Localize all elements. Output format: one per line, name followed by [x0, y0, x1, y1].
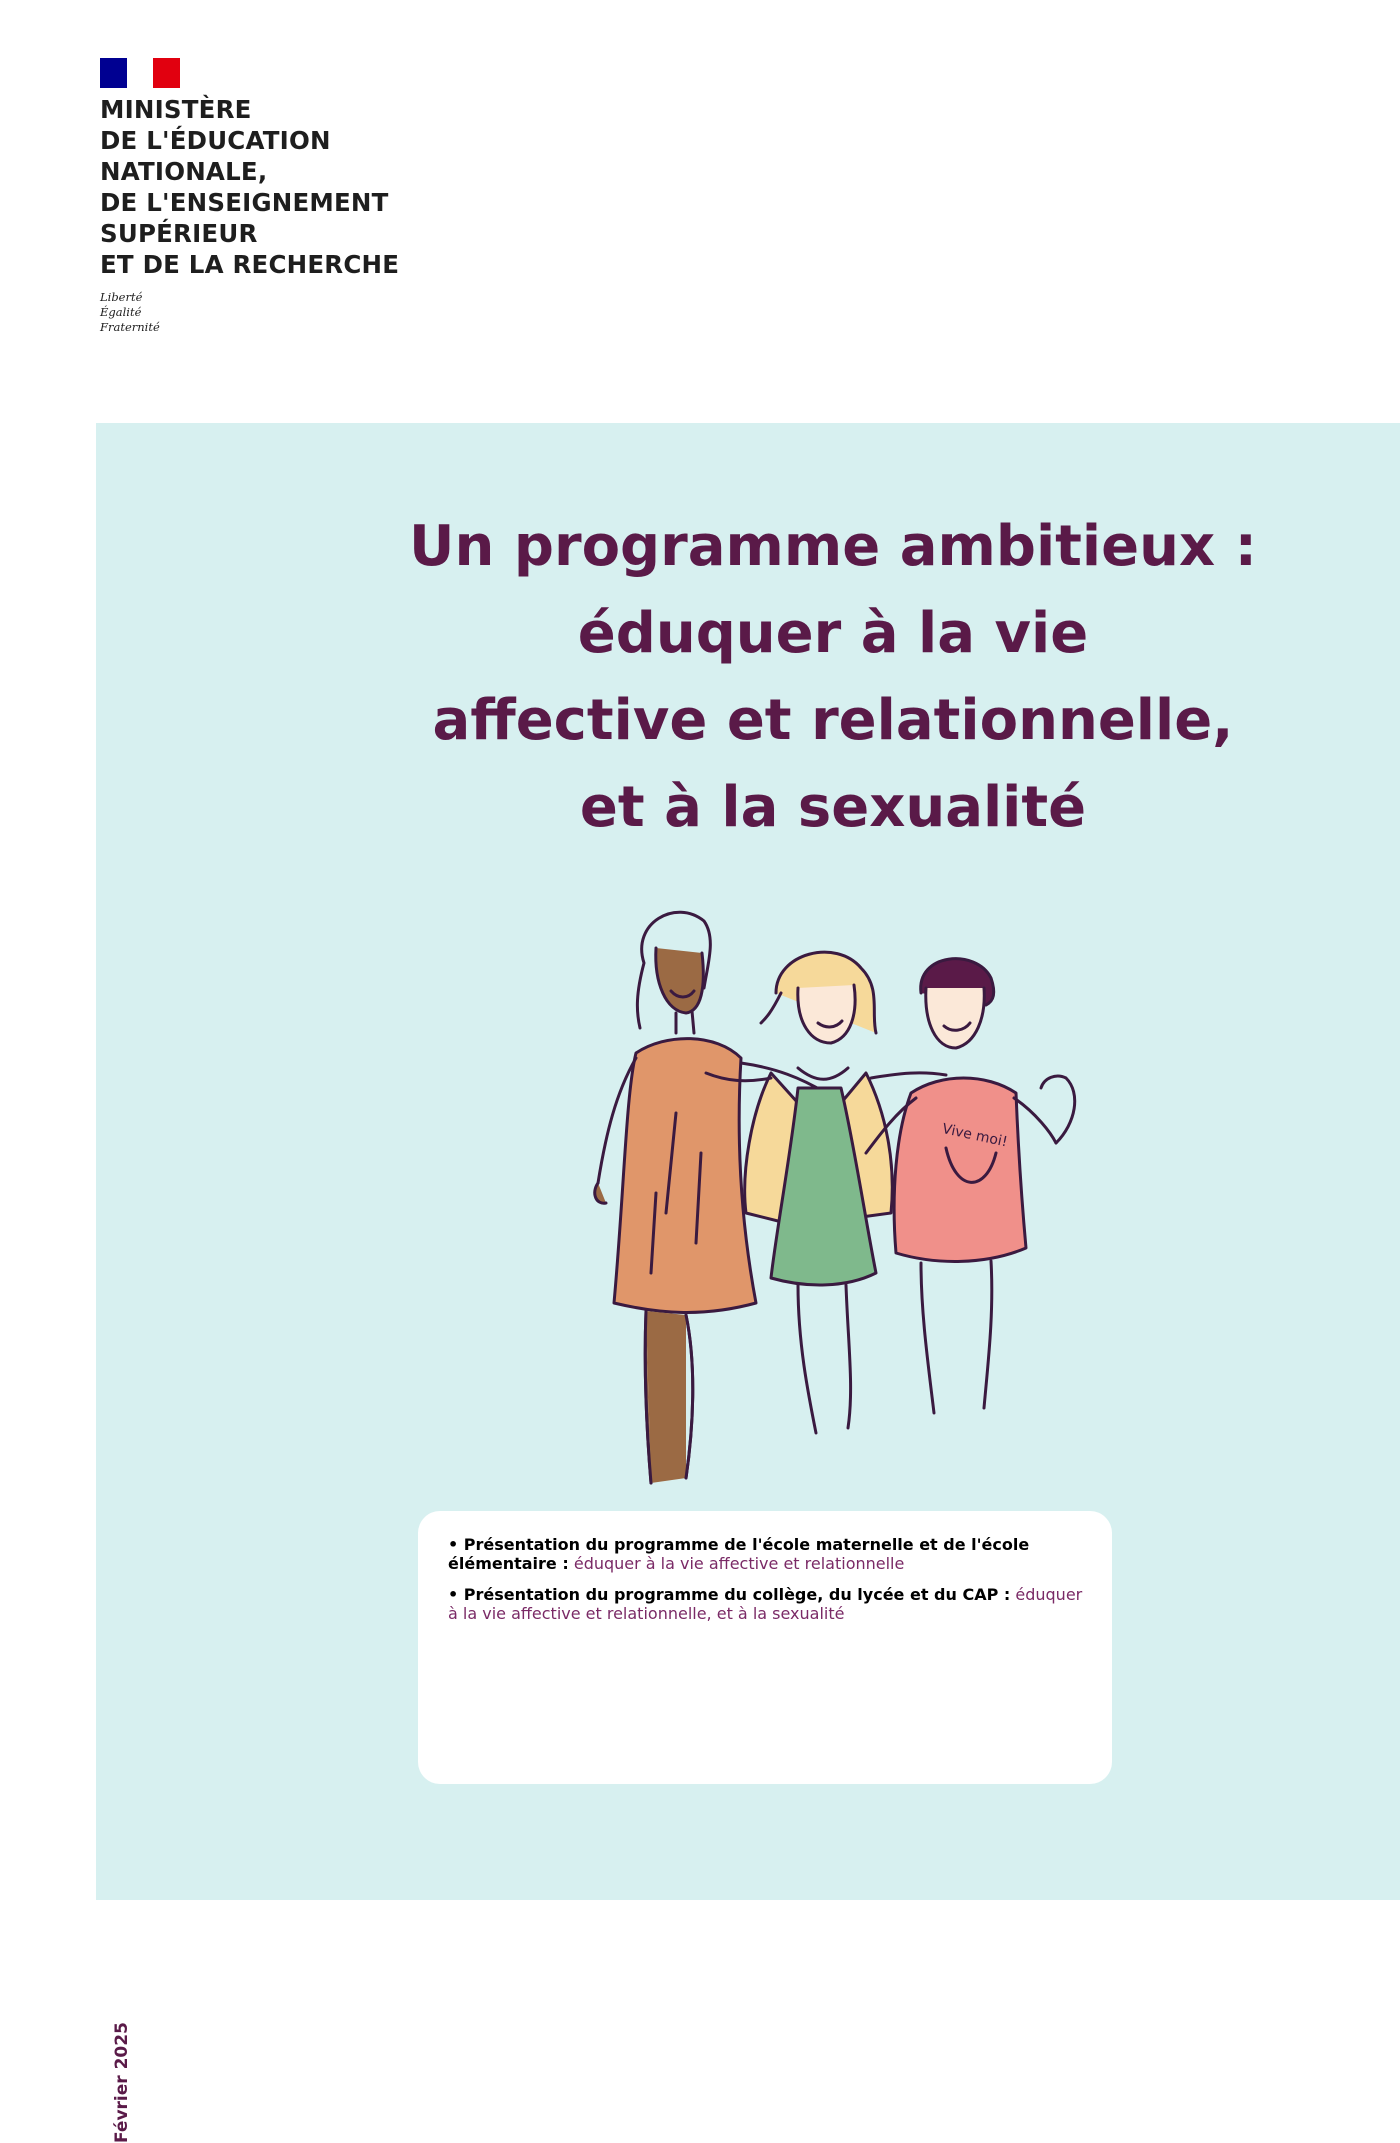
- motto-liberte: Liberté: [100, 290, 143, 304]
- ministry-name: [100, 94, 520, 280]
- contents-item-primary: [448, 1535, 1084, 1573]
- cover-panel: [96, 423, 1400, 2143]
- title-line: et à la sexualité: [579, 775, 1087, 840]
- contents-item-subtitle: éduquer à la vie affective et relationnelle, et à la sexualité: [448, 1585, 1083, 1623]
- title-line: Un programme ambitieux :: [409, 514, 1257, 579]
- ministry-line: SUPÉRIEUR: [100, 219, 258, 248]
- publication-date: Février 2025: [112, 2022, 132, 2143]
- french-flag-icon: [100, 58, 180, 88]
- three-friends-illustration: [536, 893, 1216, 1523]
- ministry-logo: [100, 58, 520, 335]
- ministry-line: ET DE LA RECHERCHE: [100, 250, 400, 279]
- contents-item-secondary: [448, 1585, 1084, 1623]
- motto-fraternite: Fraternité: [100, 320, 160, 334]
- motto-egalite: Égalité: [100, 305, 142, 319]
- ministry-line: DE L'ÉDUCATION: [100, 126, 331, 155]
- cover-title: [96, 503, 1400, 851]
- ministry-line: MINISTÈRE: [100, 95, 252, 124]
- republic-motto: [100, 290, 520, 335]
- contents-item-subtitle: éduquer à la vie affective et relationnelle: [573, 1554, 905, 1573]
- shirt-text: Vive moi!: [940, 1121, 1009, 1151]
- title-line: affective et relationnelle,: [432, 688, 1234, 753]
- contents-item-title: • Présentation du programme de l'école maternelle et de l'école élémentaire :: [448, 1535, 1030, 1573]
- contents-box: [418, 1511, 1112, 1784]
- contents-item-title: • Présentation du programme du collège, du lycée et du CAP :: [448, 1585, 1011, 1604]
- ministry-line: DE L'ENSEIGNEMENT: [100, 188, 389, 217]
- title-line: éduquer à la vie: [577, 601, 1089, 666]
- ministry-line: NATIONALE,: [100, 157, 268, 186]
